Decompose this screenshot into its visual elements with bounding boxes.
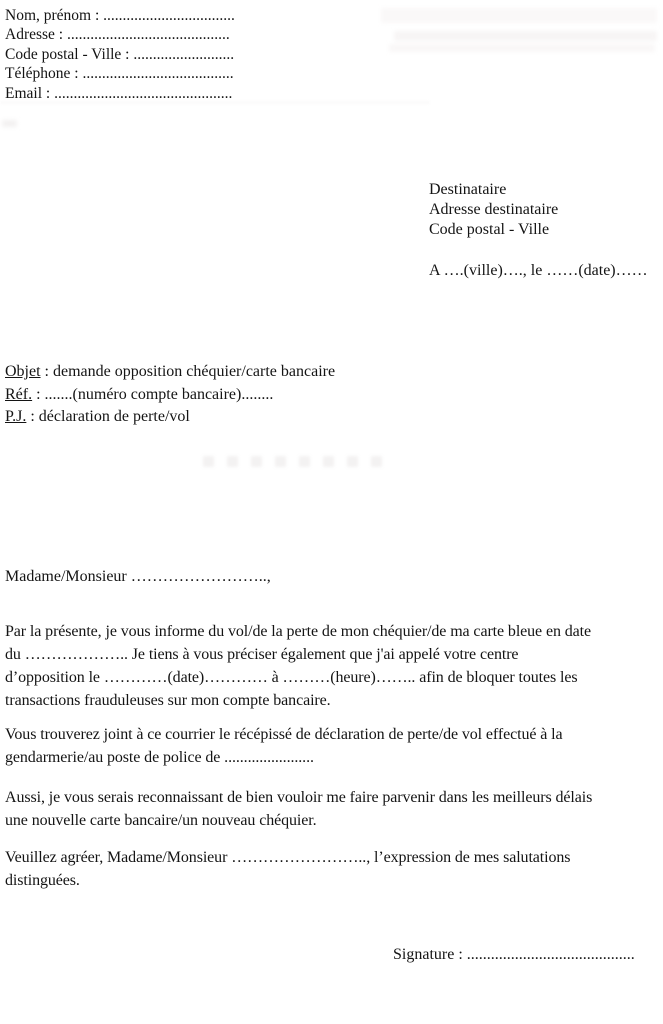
recipient-postcode-line: Code postal - Ville (429, 220, 550, 238)
sender-phone-line: Téléphone : ....................................... (5, 65, 234, 83)
watermark-smudge-top-right-3 (389, 44, 655, 52)
watermark-smudge-center-row (203, 456, 389, 467)
recipient-block (429, 180, 558, 239)
sender-email-line: Email : .............................................. (5, 84, 233, 102)
salutation-line: Madame/Monsieur …………………….., (5, 568, 271, 585)
watermark-smudge-left (2, 120, 17, 127)
objet-label: Objet (5, 363, 41, 380)
ref-line (5, 384, 335, 407)
pj-text: : déclaration de perte/vol (26, 408, 190, 426)
sender-block (5, 6, 235, 103)
objet-line (5, 361, 335, 384)
ref-label: Réf. (5, 385, 33, 403)
paragraph-line: d’opposition le …………(date)………… à ………(heure)…….. afin de bloquer toutes les (5, 669, 578, 686)
recipient-name-line: Destinataire (429, 181, 507, 198)
paragraph-line: Aussi, je vous serais reconnaissant de bien vouloir me faire parvenir dans les meilleurs délais (5, 789, 593, 806)
paragraph-line: transactions frauduleuses sur mon compte bancaire. (5, 692, 331, 709)
paragraph-line: Vous trouverez joint à ce courrier le récépissé de déclaration de perte/de vol effectué à la (5, 726, 563, 743)
place-date-line: A ….(ville)…., le ……(date)…… (429, 262, 648, 279)
paragraph-line: distinguées. (5, 872, 80, 889)
pj-label: P.J. (5, 408, 27, 426)
paragraph-line: Veuillez agréer, Madame/Monsieur …………………….., l’expression de mes salutations (5, 849, 571, 866)
paragraph-2 (5, 723, 563, 769)
paragraph-line: une nouvelle carte bancaire/un nouveau chéquier. (5, 812, 317, 829)
watermark-smudge-top-right-1 (381, 8, 657, 23)
paragraph-1 (5, 620, 591, 712)
closing-paragraph (5, 846, 570, 892)
pj-line (5, 406, 335, 429)
watermark-smudge-top-right-2 (394, 31, 657, 41)
sender-address-line: Adresse : .......................................... (5, 26, 230, 44)
sender-name-line: Nom, prénom : .................................. (5, 7, 235, 24)
recipient-address-line: Adresse destinataire (429, 200, 559, 218)
subject-block (5, 361, 335, 429)
paragraph-line: du ……………….. Je tiens à vous préciser également que j'ai appelé votre centre (5, 646, 519, 663)
ref-text: : .......(numéro compte bancaire)........ (32, 385, 274, 403)
paragraph-line: gendarmerie/au poste de police de ....................... (5, 749, 314, 766)
signature-line: Signature : .......................................... (393, 946, 635, 963)
objet-text: : demande opposition chéquier/carte bancaire (40, 363, 336, 380)
sender-postcode-line: Code postal - Ville : .......................... (5, 45, 235, 63)
paragraph-line: Par la présente, je vous informe du vol/de la perte de mon chéquier/de ma carte bleue en date (5, 623, 592, 640)
paragraph-3 (5, 786, 592, 832)
